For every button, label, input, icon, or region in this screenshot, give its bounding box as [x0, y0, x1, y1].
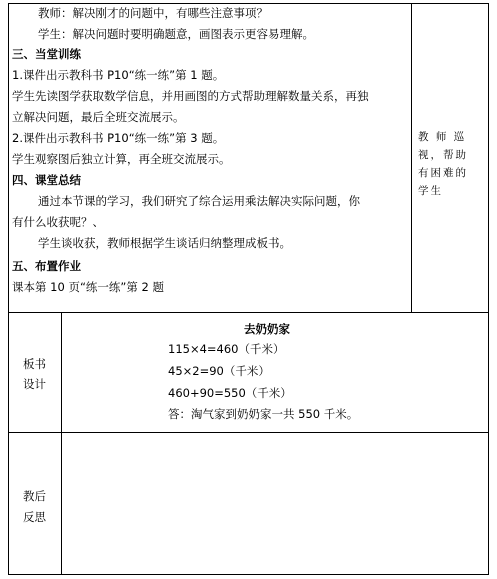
practice-item-2-description: 学生观察图后独立计算，再全班交流展示。 [12, 152, 231, 166]
table-border-top [8, 3, 489, 4]
section-heading-practice: 三、当堂训练 [12, 47, 81, 61]
row-divider-board [8, 432, 489, 433]
section-heading-summary: 四、课堂总结 [12, 173, 81, 187]
table-border-right [488, 3, 489, 575]
side-note-line-3: 有困难的 [418, 167, 468, 179]
board-equation-3: 460+90=550（千米） [168, 386, 292, 400]
board-title: 去奶奶家 [244, 322, 290, 336]
label-column-divider [61, 312, 62, 575]
row-divider-process [8, 312, 489, 313]
side-note-line-2: 视，帮助 [418, 149, 468, 161]
student-answer: 学生：解决问题时要明确题意，画图表示更容易理解。 [38, 27, 314, 41]
reflection-label-line-1: 教后 [23, 489, 46, 503]
board-equation-2: 45×2=90（千米） [168, 364, 270, 378]
teacher-question: 教师：解决刚才的问题中，有哪些注意事项？ [38, 6, 268, 20]
reflection-label-line-2: 反思 [23, 510, 46, 524]
section-heading-homework: 五、布置作业 [12, 259, 81, 273]
table-border-bottom [8, 574, 489, 575]
summary-student-reply: 学生谈收获，教师根据学生谈话归纳整理成板书。 [38, 236, 291, 250]
practice-item-1: 1.课件出示教科书 P10“练一练”第 1 题。 [12, 68, 225, 82]
practice-item-1-description: 学生先读图学获取数学信息，并用画图的方式帮助理解数量关系，再独 [12, 89, 369, 103]
summary-text: 通过本节课的学习，我们研究了综合运用乘法解决实际问题，你 [38, 194, 360, 208]
homework-text: 课本第 10 页“练一练”第 2 题 [12, 280, 164, 294]
side-note-line-1: 教 师 巡 [418, 131, 467, 143]
summary-text-cont: 有什么收获呢？、 [12, 215, 104, 229]
side-note-line-4: 学生 [418, 185, 443, 197]
side-column-divider [411, 3, 412, 312]
board-answer: 答：淘气家到奶奶家一共 550 千米。 [168, 407, 359, 421]
board-equation-1: 115×4=460（千米） [168, 342, 285, 356]
board-label-line-2: 设计 [23, 377, 46, 391]
practice-item-2: 2.课件出示教科书 P10“练一练”第 3 题。 [12, 131, 225, 145]
practice-item-1-description-cont: 立解决问题，最后全班交流展示。 [12, 110, 185, 124]
board-label-line-1: 板书 [23, 357, 46, 371]
